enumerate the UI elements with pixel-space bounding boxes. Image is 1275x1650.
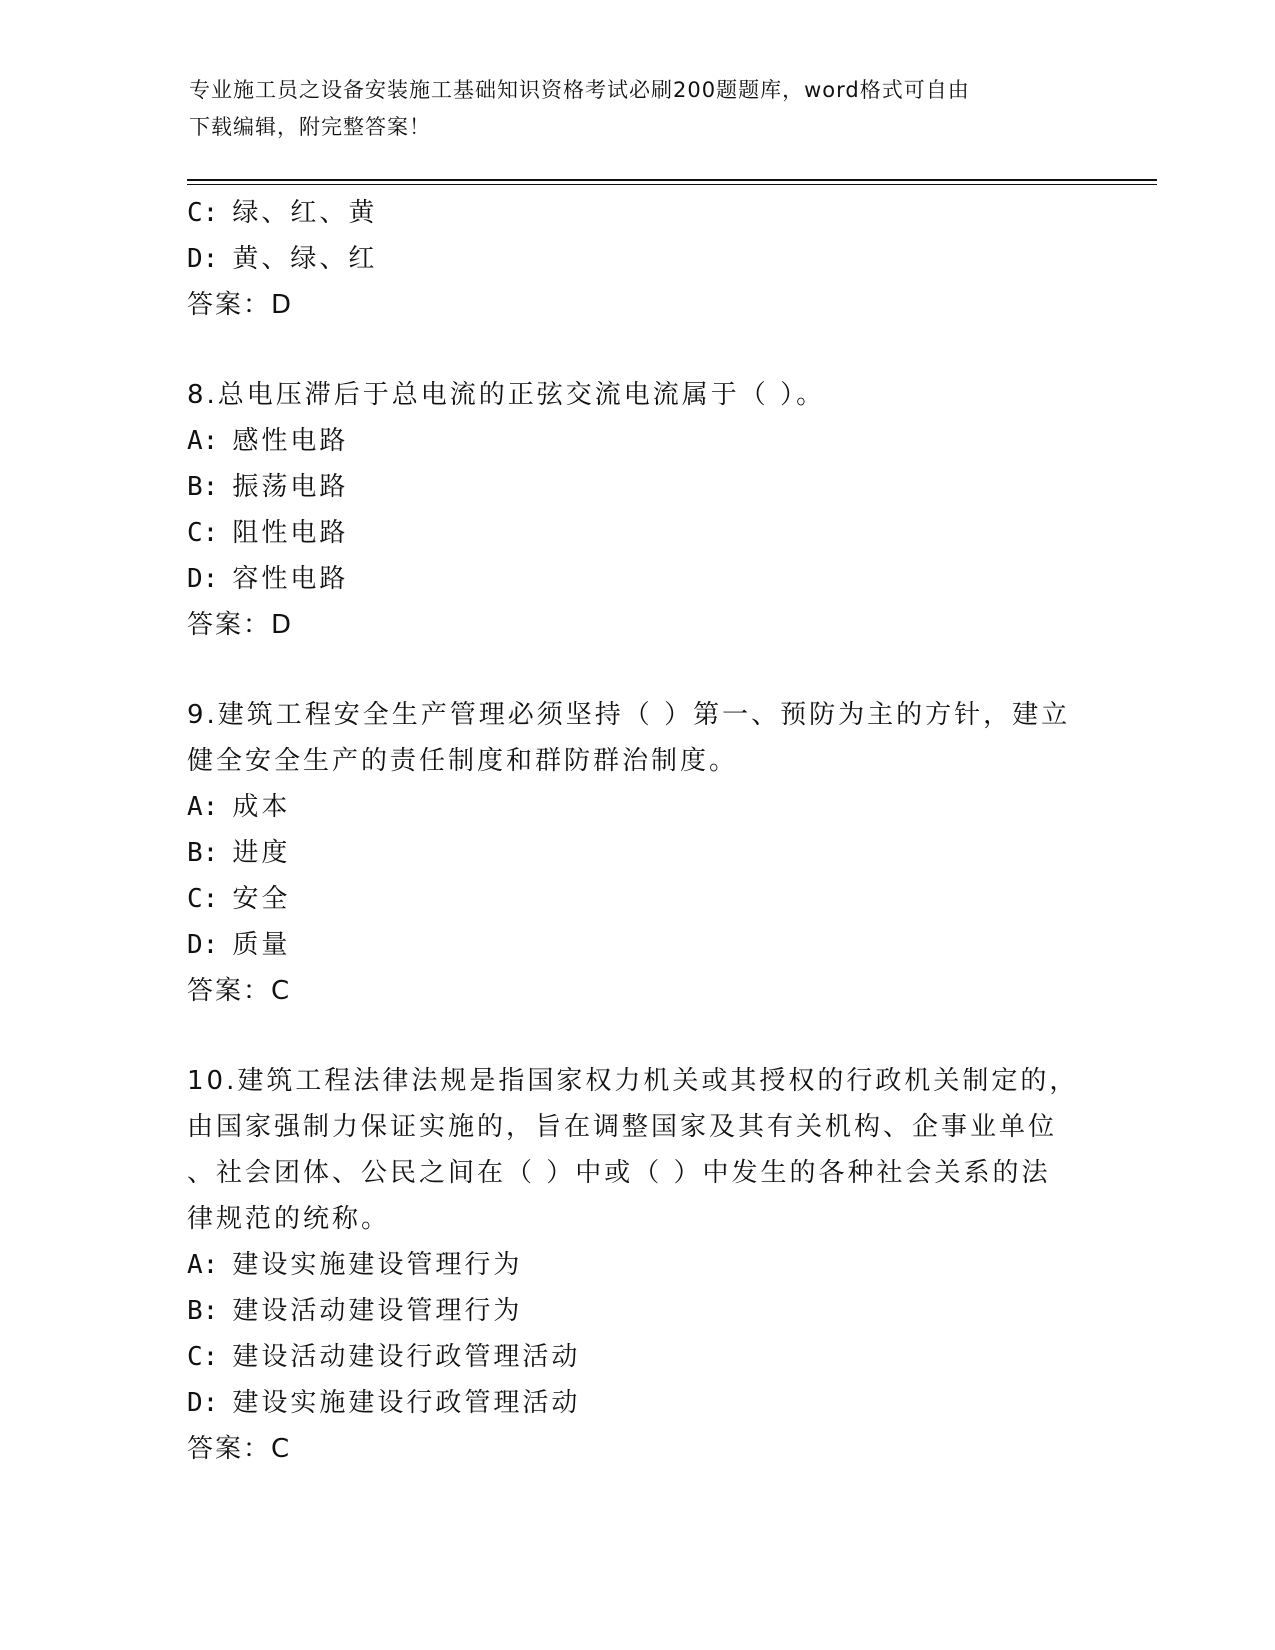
option-label: C: xyxy=(187,1342,219,1372)
option-text: 成本 xyxy=(232,792,291,822)
option-d xyxy=(187,236,1087,282)
option-a xyxy=(187,784,1087,830)
option-text: 质量 xyxy=(232,930,291,960)
question-text-line-3: 、社会团体、公民之间在（ ）中或（ ）中发生的各种社会关系的法 xyxy=(187,1158,1051,1188)
question-7-tail xyxy=(187,190,1087,328)
option-d xyxy=(187,922,1087,968)
spacer xyxy=(187,1014,1087,1058)
option-d xyxy=(187,556,1087,602)
option-text: 建设活动建设管理行为 xyxy=(232,1296,523,1326)
document-header xyxy=(189,72,1089,146)
option-label: D: xyxy=(187,564,219,594)
option-label: D: xyxy=(187,1388,219,1418)
option-a xyxy=(187,1242,1087,1288)
option-c xyxy=(187,1334,1087,1380)
option-c xyxy=(187,510,1087,556)
option-label: B: xyxy=(187,1296,219,1326)
option-label: D: xyxy=(187,244,219,274)
option-b xyxy=(187,464,1087,510)
question-8 xyxy=(187,372,1087,648)
question-list xyxy=(187,190,1087,1472)
option-text: 振荡电路 xyxy=(232,472,349,502)
spacer xyxy=(187,328,1087,372)
option-label: A: xyxy=(187,1250,219,1280)
answer-line: 答案：C xyxy=(187,976,292,1006)
option-text: 建设活动建设行政管理活动 xyxy=(232,1342,581,1372)
option-b xyxy=(187,1288,1087,1334)
option-label: B: xyxy=(187,838,219,868)
question-text-line-1: 9.建筑工程安全生产管理必须坚持（ ）第一、预防为主的方针，建立 xyxy=(187,700,1071,730)
option-c xyxy=(187,190,1087,236)
option-label: C: xyxy=(187,518,219,548)
option-text: 进度 xyxy=(232,838,291,868)
option-text: 感性电路 xyxy=(232,426,349,456)
option-c xyxy=(187,876,1087,922)
option-d xyxy=(187,1380,1087,1426)
option-text: 建设实施建设管理行为 xyxy=(232,1250,523,1280)
option-label: A: xyxy=(187,426,219,456)
question-9 xyxy=(187,692,1087,1014)
answer-line: 答案：D xyxy=(187,610,294,640)
option-label: D: xyxy=(187,930,219,960)
option-text: 容性电路 xyxy=(232,564,349,594)
header-divider-thick xyxy=(187,179,1157,181)
answer-line: 答案：D xyxy=(187,290,294,320)
header-line-1: 专业施工员之设备安装施工基础知识资格考试必刷200题题库，word格式可自由 xyxy=(189,78,970,102)
answer-line: 答案：C xyxy=(187,1434,292,1464)
header-line-2: 下载编辑，附完整答案！ xyxy=(189,115,431,139)
option-a xyxy=(187,418,1087,464)
option-label: C: xyxy=(187,198,219,228)
question-text-line-2: 由国家强制力保证实施的，旨在调整国家及其有关机构、企事业单位 xyxy=(187,1112,1058,1142)
option-text: 黄、绿、红 xyxy=(232,244,378,274)
option-label: A: xyxy=(187,792,219,822)
question-10 xyxy=(187,1058,1087,1472)
option-b xyxy=(187,830,1087,876)
option-text: 安全 xyxy=(232,884,291,914)
question-text-line-1: 10.建筑工程法律法规是指国家权力机关或其授权的行政机关制定的， xyxy=(187,1066,1079,1096)
header-divider-thin xyxy=(187,184,1157,185)
spacer xyxy=(187,648,1087,692)
option-text: 阻性电路 xyxy=(232,518,349,548)
option-label: C: xyxy=(187,884,219,914)
option-text: 绿、红、黄 xyxy=(232,198,378,228)
question-text-line-4: 律规范的统称。 xyxy=(187,1204,391,1234)
question-text: 8.总电压滞后于总电流的正弦交流电流属于（ ）。 xyxy=(187,380,826,410)
option-text: 建设实施建设行政管理活动 xyxy=(232,1388,581,1418)
option-label: B: xyxy=(187,472,219,502)
question-text-line-2: 健全安全生产的责任制度和群防群治制度。 xyxy=(187,746,739,776)
